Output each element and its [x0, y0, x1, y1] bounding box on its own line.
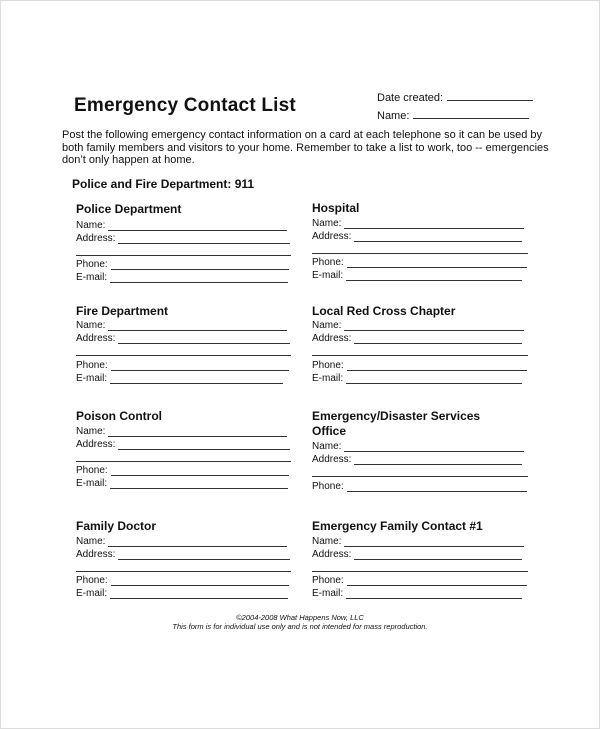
family-contact-address-line-2[interactable]: [312, 570, 528, 572]
address-label: Address:: [76, 549, 116, 560]
red-cross-address-line-2[interactable]: [312, 354, 528, 356]
police-address-row: [76, 233, 290, 244]
address-label: Address:: [76, 333, 116, 344]
email-label: E-mail:: [312, 270, 344, 281]
poison-name-row: [76, 426, 287, 437]
hospital-name-row: [312, 218, 524, 229]
fire-name-row: [76, 320, 287, 331]
name-label: Name:: [76, 426, 106, 437]
section-heading-doctor: Family Doctor: [76, 519, 157, 533]
police-email-field[interactable]: [110, 273, 288, 283]
red-cross-address-field[interactable]: [354, 334, 522, 344]
phone-label: Phone:: [76, 259, 108, 270]
doctor-email-field[interactable]: [110, 589, 288, 599]
section-heading-family-contact: Emergency Family Contact #1: [312, 519, 483, 533]
phone-label: Phone:: [312, 575, 344, 586]
name-row: [377, 108, 529, 122]
address-label: Address:: [312, 549, 352, 560]
fire-phone-row: [76, 360, 289, 371]
disaster-address-row: [312, 454, 522, 465]
police-phone-row: [76, 259, 289, 270]
name-label: Name:: [312, 441, 342, 452]
date-created-field[interactable]: [447, 90, 533, 101]
footer-notice: This form is for individual use only and is not intended for mass reproduction.: [172, 622, 428, 631]
family-contact-name-field[interactable]: [344, 537, 524, 547]
doctor-email-row: [76, 588, 288, 599]
phone-label: Phone:: [312, 481, 344, 492]
family-contact-phone-row: [312, 575, 527, 586]
police-name-row: [76, 220, 287, 231]
name-label: Name:: [76, 536, 106, 547]
email-label: E-mail:: [76, 588, 108, 599]
red-cross-name-row: [312, 320, 524, 331]
disaster-name-row: [312, 441, 524, 452]
phone-label: Phone:: [76, 360, 108, 371]
disaster-name-field[interactable]: [344, 442, 524, 452]
section-police: [76, 202, 296, 282]
police-phone-field[interactable]: [111, 260, 289, 270]
red-cross-address-row: [312, 333, 522, 344]
disaster-phone-field[interactable]: [347, 482, 527, 492]
section-heading-disaster: Emergency/Disaster Services Office: [312, 409, 481, 438]
poison-phone-row: [76, 465, 289, 476]
address-label: Address:: [76, 233, 116, 244]
section-fire: [76, 304, 296, 384]
family-contact-address-row: [312, 549, 522, 560]
email-label: E-mail:: [76, 478, 108, 489]
fire-phone-field[interactable]: [111, 361, 289, 371]
fire-address-row: [76, 333, 290, 344]
date-created-row: [377, 90, 533, 104]
poison-address-line-2[interactable]: [76, 460, 291, 462]
date-created-label: Date created:: [377, 92, 444, 104]
doctor-address-line-2[interactable]: [76, 570, 291, 572]
email-label: E-mail:: [312, 373, 344, 384]
email-label: E-mail:: [312, 588, 344, 599]
section-heading-poison: Poison Control: [76, 409, 162, 423]
hospital-email-row: [312, 270, 522, 281]
fire-email-row: [76, 373, 283, 384]
section-red-cross: [312, 304, 532, 384]
hospital-address-field[interactable]: [354, 232, 522, 242]
fire-address-line-2[interactable]: [76, 354, 291, 356]
red-cross-phone-row: [312, 360, 527, 371]
phone-label: Phone:: [76, 465, 108, 476]
section-heading-hospital: Hospital: [312, 201, 360, 215]
red-cross-email-row: [312, 373, 522, 384]
family-contact-phone-field[interactable]: [347, 576, 527, 586]
fire-name-field[interactable]: [108, 321, 287, 331]
section-heading-fire: Fire Department: [76, 304, 169, 318]
section-family-contact: [312, 519, 532, 604]
phone-label: Phone:: [312, 360, 344, 371]
name-label: Name:: [312, 536, 342, 547]
intro-paragraph: Post the following emergency contact information on a card at each telephone so it can be used by both family members and visitors to your home. Remember to take a list to work, too -- emergencies don’t only happen at home.: [62, 129, 549, 166]
hospital-phone-field[interactable]: [347, 258, 527, 268]
doctor-name-field[interactable]: [108, 537, 287, 547]
police-address-field[interactable]: [118, 234, 290, 244]
red-cross-name-field[interactable]: [344, 321, 524, 331]
address-label: Address:: [312, 454, 352, 465]
fire-address-field[interactable]: [118, 334, 290, 344]
doctor-name-row: [76, 536, 287, 547]
red-cross-phone-field[interactable]: [347, 361, 527, 371]
red-cross-email-field[interactable]: [346, 374, 522, 384]
police-fire-number: Police and Fire Department: 911: [72, 177, 255, 191]
doctor-phone-field[interactable]: [111, 576, 289, 586]
disaster-address-field[interactable]: [354, 455, 522, 465]
hospital-address-line-2[interactable]: [312, 252, 528, 254]
family-contact-email-row: [312, 588, 522, 599]
family-contact-email-field[interactable]: [346, 589, 522, 599]
footer-copyright: ©2004-2008 What Happens Now, LLC: [236, 613, 364, 622]
section-poison: [76, 409, 296, 494]
family-contact-address-field[interactable]: [354, 550, 522, 560]
doctor-address-field[interactable]: [118, 550, 290, 560]
fire-email-field[interactable]: [110, 374, 283, 384]
address-label: Address:: [76, 439, 116, 450]
poison-email-field[interactable]: [110, 479, 288, 489]
section-hospital: [312, 201, 532, 281]
police-email-row: [76, 272, 288, 283]
name-label: Name:: [377, 110, 410, 122]
hospital-phone-row: [312, 257, 527, 268]
email-label: E-mail:: [76, 272, 108, 283]
name-field[interactable]: [413, 108, 529, 119]
poison-email-row: [76, 478, 288, 489]
section-heading-red-cross: Local Red Cross Chapter: [312, 304, 456, 318]
name-label: Name:: [76, 220, 106, 231]
doctor-phone-row: [76, 575, 289, 586]
disaster-phone-row: [312, 481, 527, 492]
address-label: Address:: [312, 231, 352, 242]
phone-label: Phone:: [312, 257, 344, 268]
section-disaster: [312, 409, 512, 494]
section-heading-police: Police Department: [76, 202, 182, 216]
hospital-name-field[interactable]: [344, 219, 524, 229]
disaster-address-line-2[interactable]: [312, 475, 528, 477]
hospital-email-field[interactable]: [346, 271, 522, 281]
name-label: Name:: [76, 320, 106, 331]
family-contact-name-row: [312, 536, 524, 547]
hospital-address-row: [312, 231, 522, 242]
address-label: Address:: [312, 333, 352, 344]
poison-address-field[interactable]: [118, 440, 290, 450]
page-title: Emergency Contact List: [74, 95, 296, 116]
poison-name-field[interactable]: [108, 427, 287, 437]
phone-label: Phone:: [76, 575, 108, 586]
section-doctor: [76, 519, 296, 604]
police-name-field[interactable]: [108, 221, 287, 231]
poison-phone-field[interactable]: [111, 466, 289, 476]
poison-address-row: [76, 439, 290, 450]
doctor-address-row: [76, 549, 290, 560]
email-label: E-mail:: [76, 373, 108, 384]
police-address-line-2[interactable]: [76, 254, 291, 256]
name-label: Name:: [312, 320, 342, 331]
name-label: Name:: [312, 218, 342, 229]
